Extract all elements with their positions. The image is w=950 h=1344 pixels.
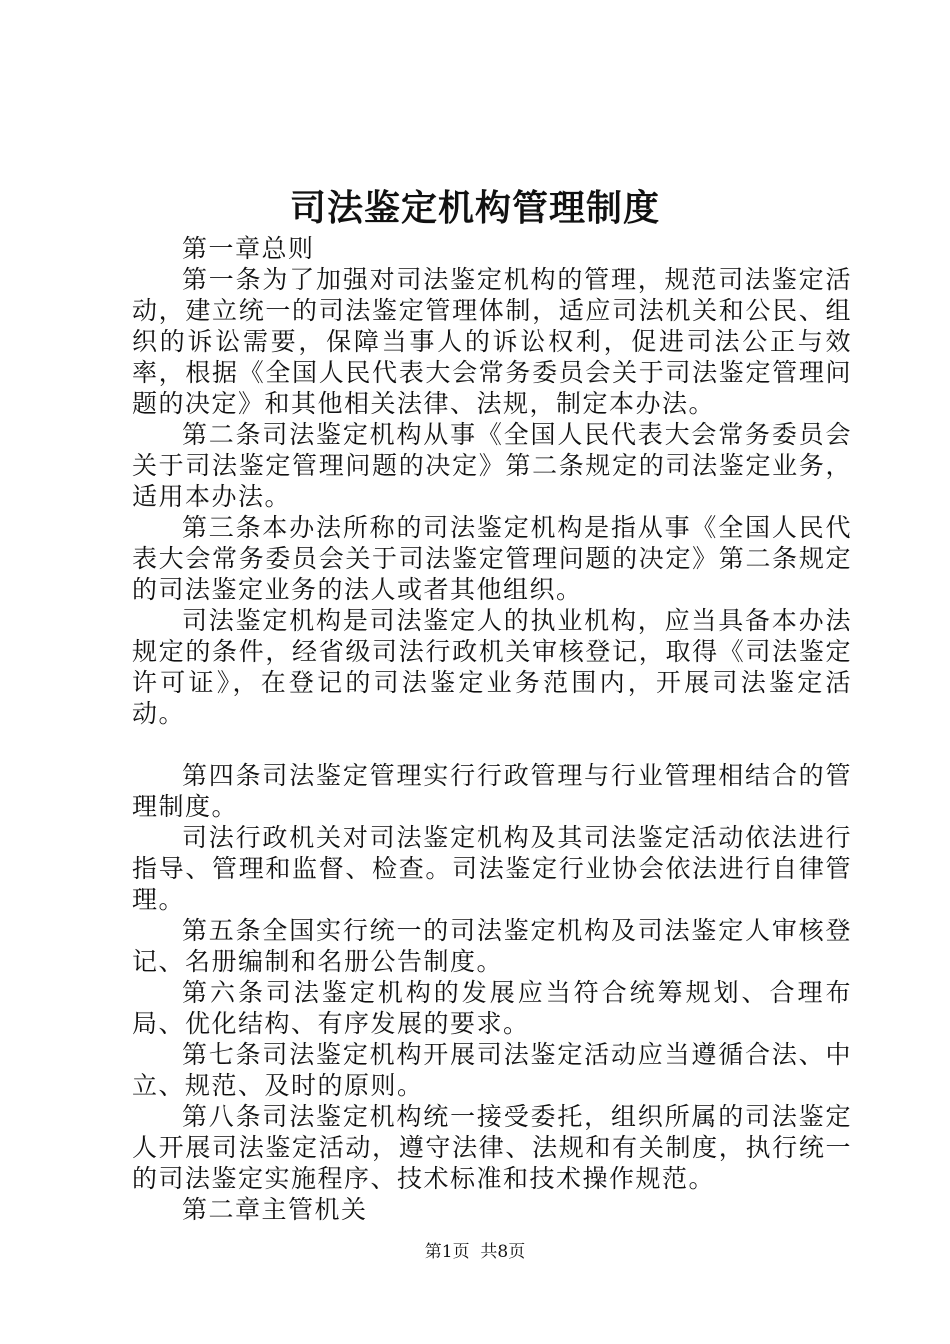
document-body [132,233,852,1225]
chapter-heading: 第二章主管机关 [182,1195,368,1224]
article-paragraph: 第五条全国实行统一的司法鉴定机构及司法鉴定人审核登记、名册编制和名册公告制度。 [132,916,852,976]
article-paragraph: 第一条为了加强对司法鉴定机构的管理，规范司法鉴定活动，建立统一的司法鉴定管理体制，适应司法机关和公民、组织的诉讼需要，保障当事人的诉讼权利，促进司法公正与效率，根据《全国人民代表大会常务委员会关于司法鉴定管理问题的决定》和其他相关法律、法规，制定本办法。 [132,265,852,418]
paragraph-spacer [132,729,852,760]
article-paragraph: 第四条司法鉴定管理实行行政管理与行业管理相结合的管理制度。 [132,761,852,821]
article-paragraph: 第二条司法鉴定机构从事《全国人民代表大会常务委员会关于司法鉴定管理问题的决定》第二条规定的司法鉴定业务，适用本办法。 [132,420,852,511]
article-paragraph: 司法鉴定机构是司法鉴定人的执业机构，应当具备本办法规定的条件，经省级司法行政机关审核登记，取得《司法鉴定许可证》，在登记的司法鉴定业务范围内，开展司法鉴定活动。 [132,606,852,728]
article-paragraph: 第八条司法鉴定机构统一接受委托，组织所属的司法鉴定人开展司法鉴定活动，遵守法律、法规和有关制度，执行统一的司法鉴定实施程序、技术标准和技术操作规范。 [132,1102,852,1193]
article-paragraph: 第三条本办法所称的司法鉴定机构是指从事《全国人民代表大会常务委员会关于司法鉴定管理问题的决定》第二条规定的司法鉴定业务的法人或者其他组织。 [132,513,852,604]
page-total: 共8页 [480,1242,526,1262]
page-footer [0,1240,950,1264]
page-number: 第1页 [424,1242,470,1262]
article-paragraph: 第六条司法鉴定机构的发展应当符合统筹规划、合理布局、优化结构、有序发展的要求。 [132,978,852,1038]
document-title: 司法鉴定机构管理制度 [289,187,660,229]
article-paragraph: 司法行政机关对司法鉴定机构及其司法鉴定活动依法进行指导、管理和监督、检查。司法鉴定行业协会依法进行自律管理。 [132,823,852,914]
article-paragraph: 第七条司法鉴定机构开展司法鉴定活动应当遵循合法、中立、规范、及时的原则。 [132,1040,852,1100]
chapter-heading: 第一章总则 [182,234,315,263]
